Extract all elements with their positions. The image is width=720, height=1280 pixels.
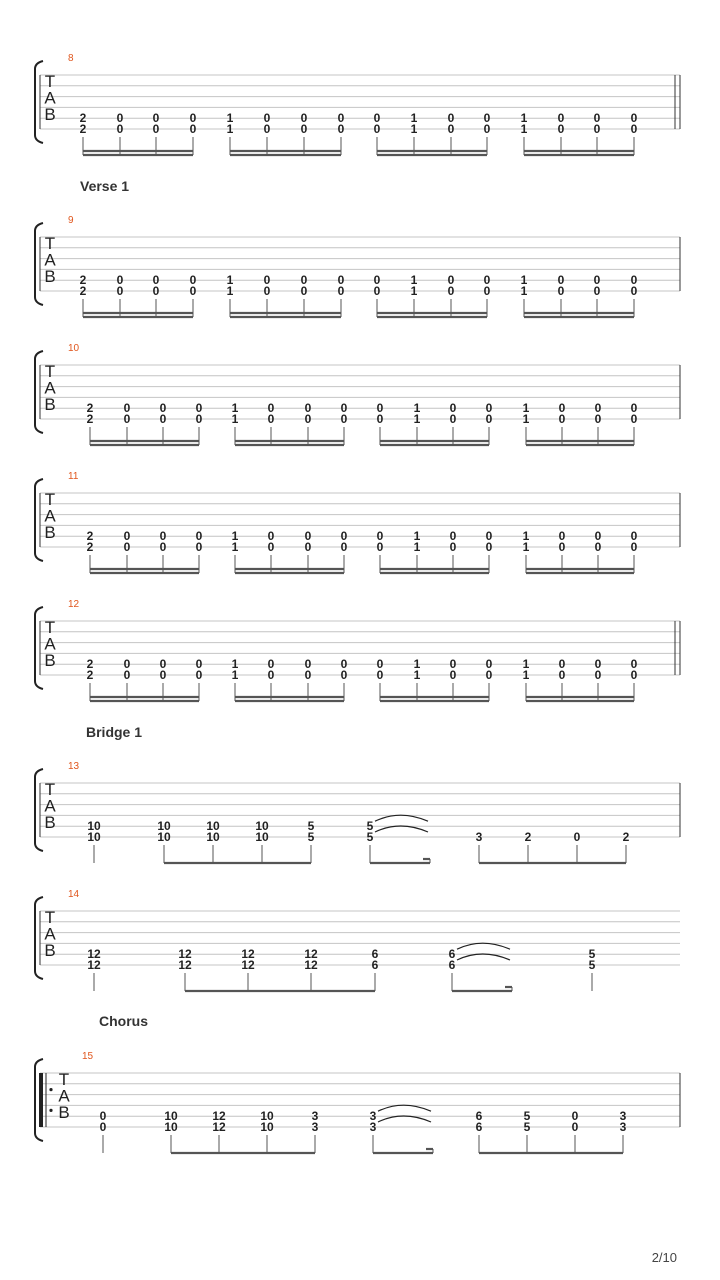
tie-arc	[457, 943, 510, 949]
fret-number: 0	[304, 668, 312, 682]
fret-number: 2	[86, 657, 94, 672]
repeat-thick-bar	[39, 1073, 43, 1127]
fret-number: 0	[593, 111, 601, 126]
system-bracket	[35, 223, 43, 305]
fret-number: 5	[307, 819, 315, 834]
section-label: Chorus	[99, 1013, 148, 1029]
fret-number: 0	[594, 412, 602, 426]
fret-number: 1	[522, 668, 530, 682]
tab-clef-letter: T	[58, 1070, 70, 1089]
fret-number: 2	[86, 540, 94, 554]
fret-number: 0	[340, 401, 348, 416]
fret-number: 0	[340, 540, 348, 554]
fret-number: 0	[152, 273, 160, 288]
fret-number: 0	[485, 412, 493, 426]
tab-clef-letter: B	[44, 651, 56, 670]
fret-number: 2	[79, 273, 87, 288]
tab-clef-letter: B	[58, 1103, 70, 1122]
fret-number: 10	[260, 1109, 274, 1124]
fret-number: 1	[413, 401, 421, 416]
measure-number: 15	[82, 1051, 94, 1062]
fret-number: 0	[630, 111, 638, 126]
page-number: 2/10	[651, 1250, 677, 1265]
fret-number: 0	[195, 657, 203, 672]
fret-number: 2	[86, 529, 94, 544]
fret-number: 1	[522, 401, 530, 416]
fret-number: 10	[87, 830, 101, 844]
fret-number: 1	[231, 668, 239, 682]
fret-number: 1	[413, 529, 421, 544]
fret-number: 0	[447, 284, 455, 298]
fret-number: 1	[410, 122, 418, 136]
fret-number: 0	[373, 284, 381, 298]
fret-number: 5	[523, 1109, 531, 1124]
fret-number: 0	[267, 401, 275, 416]
fret-number: 0	[373, 111, 381, 126]
fret-number: 2	[524, 830, 532, 844]
fret-number: 1	[226, 111, 234, 126]
tab-clef-letter: B	[44, 267, 56, 286]
section-label: Verse 1	[80, 178, 130, 194]
fret-number: 1	[520, 111, 528, 126]
fret-number: 0	[340, 412, 348, 426]
system-bracket	[35, 607, 43, 689]
fret-number: 3	[311, 1109, 319, 1124]
fret-number: 5	[366, 819, 374, 834]
fret-number: 1	[231, 412, 239, 426]
fret-number: 0	[116, 273, 124, 288]
fret-number: 1	[231, 529, 239, 544]
fret-number: 12	[87, 947, 101, 962]
fret-number: 0	[557, 284, 565, 298]
fret-number: 6	[475, 1109, 483, 1124]
fret-number: 0	[485, 668, 493, 682]
tab-clef-letter: A	[44, 250, 56, 270]
tab-clef-letter: B	[44, 523, 56, 542]
fret-number: 1	[522, 412, 530, 426]
fret-number: 2	[622, 830, 630, 844]
fret-number: 0	[373, 122, 381, 136]
fret-number: 1	[522, 540, 530, 554]
fret-number: 0	[159, 540, 167, 554]
staff-15	[35, 1013, 680, 1153]
measure-number: 13	[68, 761, 80, 772]
fret-number: 0	[340, 668, 348, 682]
fret-number: 1	[413, 412, 421, 426]
repeat-dot	[49, 1088, 52, 1091]
fret-number: 0	[99, 1109, 107, 1124]
fret-number: 10	[157, 819, 171, 834]
staff-9	[35, 178, 680, 317]
fret-number: 0	[483, 111, 491, 126]
fret-number: 6	[448, 947, 456, 962]
fret-number: 0	[263, 111, 271, 126]
fret-number: 0	[340, 529, 348, 544]
staff-12	[35, 599, 680, 701]
staff-8	[35, 53, 680, 155]
fret-number: 1	[231, 540, 239, 554]
fret-number: 1	[520, 284, 528, 298]
fret-number: 10	[157, 830, 171, 844]
fret-number: 0	[483, 284, 491, 298]
fret-number: 0	[483, 122, 491, 136]
fret-number: 3	[619, 1120, 627, 1134]
fret-number: 1	[413, 657, 421, 672]
repeat-dot	[49, 1109, 52, 1112]
fret-number: 10	[206, 830, 220, 844]
fret-number: 2	[86, 412, 94, 426]
fret-number: 0	[195, 412, 203, 426]
fret-number: 10	[164, 1109, 178, 1124]
fret-number: 0	[195, 540, 203, 554]
fret-number: 0	[593, 122, 601, 136]
fret-number: 0	[152, 284, 160, 298]
measure-number: 11	[68, 471, 79, 482]
fret-number: 0	[485, 657, 493, 672]
tab-clef-letter: A	[44, 378, 56, 398]
fret-number: 1	[410, 273, 418, 288]
fret-number: 6	[448, 958, 456, 972]
fret-number: 0	[123, 401, 131, 416]
fret-number: 0	[557, 273, 565, 288]
fret-number: 0	[340, 657, 348, 672]
fret-number: 0	[557, 122, 565, 136]
fret-number: 2	[79, 284, 87, 298]
tab-clef-letter: A	[44, 634, 56, 654]
tab-clef-letter: T	[44, 780, 56, 799]
measure-number: 9	[68, 215, 74, 226]
system-bracket	[35, 897, 43, 979]
fret-number: 0	[304, 401, 312, 416]
fret-number: 0	[123, 412, 131, 426]
fret-number: 0	[337, 284, 345, 298]
fret-number: 5	[307, 830, 315, 844]
fret-number: 0	[123, 529, 131, 544]
fret-number: 0	[263, 122, 271, 136]
tie-arc	[378, 1116, 431, 1122]
measure-number: 12	[68, 599, 80, 610]
fret-number: 0	[195, 529, 203, 544]
fret-number: 0	[630, 412, 638, 426]
fret-number: 0	[593, 284, 601, 298]
fret-number: 0	[483, 273, 491, 288]
fret-number: 12	[304, 958, 318, 972]
fret-number: 0	[447, 111, 455, 126]
fret-number: 0	[123, 668, 131, 682]
fret-number: 5	[523, 1120, 531, 1134]
measure-number: 10	[68, 343, 80, 354]
fret-number: 0	[594, 540, 602, 554]
fret-number: 2	[79, 122, 87, 136]
fret-number: 10	[87, 819, 101, 834]
fret-number: 1	[413, 540, 421, 554]
fret-number: 0	[337, 111, 345, 126]
fret-number: 1	[226, 273, 234, 288]
fret-number: 0	[376, 412, 384, 426]
staff-14	[35, 889, 680, 991]
fret-number: 0	[447, 122, 455, 136]
fret-number: 0	[630, 122, 638, 136]
fret-number: 2	[86, 668, 94, 682]
fret-number: 5	[588, 947, 596, 962]
tab-clef-letter: T	[44, 72, 56, 91]
fret-number: 0	[449, 540, 457, 554]
fret-number: 0	[571, 1120, 579, 1134]
fret-number: 0	[558, 668, 566, 682]
fret-number: 0	[300, 111, 308, 126]
fret-number: 0	[116, 122, 124, 136]
fret-number: 0	[558, 401, 566, 416]
fret-number: 0	[123, 540, 131, 554]
tie-arc	[378, 1105, 431, 1111]
tab-clef-letter: A	[44, 924, 56, 944]
section-label: Bridge 1	[86, 724, 143, 740]
fret-number: 0	[558, 412, 566, 426]
fret-number: 3	[619, 1109, 627, 1124]
fret-number: 1	[522, 657, 530, 672]
staves-container	[35, 53, 680, 1153]
fret-number: 0	[449, 668, 457, 682]
fret-number: 12	[178, 958, 192, 972]
tab-clef-letter: T	[44, 908, 56, 927]
fret-number: 10	[260, 1120, 274, 1134]
tab-clef-letter: B	[44, 105, 56, 124]
fret-number: 0	[630, 401, 638, 416]
fret-number: 0	[557, 111, 565, 126]
fret-number: 0	[630, 540, 638, 554]
fret-number: 0	[449, 529, 457, 544]
tab-clef-letter: T	[44, 618, 56, 637]
fret-number: 0	[195, 401, 203, 416]
fret-number: 0	[189, 122, 197, 136]
system-bracket	[35, 61, 43, 143]
fret-number: 0	[376, 540, 384, 554]
fret-number: 0	[267, 540, 275, 554]
fret-number: 0	[376, 657, 384, 672]
fret-number: 0	[558, 540, 566, 554]
staff-10	[35, 343, 680, 445]
fret-number: 12	[241, 958, 255, 972]
fret-number: 0	[300, 284, 308, 298]
tab-clef-letter: B	[44, 941, 56, 960]
fret-number: 12	[87, 958, 101, 972]
fret-number: 0	[116, 284, 124, 298]
fret-number: 0	[558, 529, 566, 544]
fret-number: 0	[449, 401, 457, 416]
tie-arc	[375, 815, 428, 821]
fret-number: 12	[304, 947, 318, 962]
fret-number: 0	[630, 529, 638, 544]
fret-number: 0	[558, 657, 566, 672]
fret-number: 0	[267, 668, 275, 682]
fret-number: 0	[189, 284, 197, 298]
tab-clef-letter: A	[44, 796, 56, 816]
fret-number: 0	[485, 529, 493, 544]
fret-number: 0	[449, 657, 457, 672]
fret-number: 0	[594, 657, 602, 672]
fret-number: 0	[267, 412, 275, 426]
fret-number: 0	[376, 401, 384, 416]
fret-number: 5	[366, 830, 374, 844]
fret-number: 0	[263, 273, 271, 288]
fret-number: 1	[410, 111, 418, 126]
fret-number: 10	[255, 830, 269, 844]
system-bracket	[35, 769, 43, 851]
fret-number: 0	[116, 111, 124, 126]
tab-clef-letter: B	[44, 813, 56, 832]
fret-number: 12	[212, 1120, 226, 1134]
system-bracket	[35, 351, 43, 433]
fret-number: 0	[337, 273, 345, 288]
tab-clef-letter: B	[44, 395, 56, 414]
fret-number: 1	[231, 657, 239, 672]
measure-number: 14	[68, 889, 80, 900]
fret-number: 3	[311, 1120, 319, 1134]
tie-arc	[375, 826, 428, 832]
fret-number: 12	[178, 947, 192, 962]
fret-number: 0	[485, 540, 493, 554]
fret-number: 0	[593, 273, 601, 288]
fret-number: 0	[152, 122, 160, 136]
fret-number: 0	[337, 122, 345, 136]
fret-number: 0	[304, 412, 312, 426]
fret-number: 0	[304, 657, 312, 672]
fret-number: 0	[594, 401, 602, 416]
fret-number: 0	[189, 273, 197, 288]
fret-number: 1	[231, 401, 239, 416]
fret-number: 0	[573, 830, 581, 844]
measure-number: 8	[68, 53, 74, 64]
fret-number: 12	[212, 1109, 226, 1124]
fret-number: 0	[449, 412, 457, 426]
fret-number: 0	[99, 1120, 107, 1134]
fret-number: 10	[206, 819, 220, 834]
tab-clef-letter: T	[44, 490, 56, 509]
fret-number: 0	[267, 657, 275, 672]
fret-number: 1	[520, 273, 528, 288]
fret-number: 0	[630, 657, 638, 672]
fret-number: 1	[413, 668, 421, 682]
tab-clef-letter: T	[44, 362, 56, 381]
fret-number: 0	[304, 540, 312, 554]
tab-clef-letter: A	[58, 1086, 70, 1106]
fret-number: 2	[86, 401, 94, 416]
fret-number: 0	[159, 412, 167, 426]
fret-number: 1	[520, 122, 528, 136]
fret-number: 10	[255, 819, 269, 834]
fret-number: 0	[300, 273, 308, 288]
fret-number: 0	[159, 657, 167, 672]
fret-number: 3	[369, 1120, 377, 1134]
fret-number: 1	[410, 284, 418, 298]
fret-number: 0	[594, 668, 602, 682]
fret-number: 0	[376, 529, 384, 544]
staff-11	[35, 471, 680, 573]
fret-number: 1	[226, 122, 234, 136]
fret-number: 0	[571, 1109, 579, 1124]
fret-number: 12	[241, 947, 255, 962]
fret-number: 0	[630, 273, 638, 288]
fret-number: 1	[522, 529, 530, 544]
staff-13	[35, 724, 680, 863]
fret-number: 0	[152, 111, 160, 126]
fret-number: 0	[376, 668, 384, 682]
fret-number: 0	[195, 668, 203, 682]
fret-number: 10	[164, 1120, 178, 1134]
fret-number: 0	[159, 529, 167, 544]
fret-number: 0	[159, 401, 167, 416]
fret-number: 0	[630, 668, 638, 682]
fret-number: 0	[263, 284, 271, 298]
fret-number: 0	[630, 284, 638, 298]
fret-number: 3	[475, 830, 483, 844]
fret-number: 0	[300, 122, 308, 136]
fret-number: 2	[79, 111, 87, 126]
fret-number: 0	[159, 668, 167, 682]
fret-number: 6	[475, 1120, 483, 1134]
fret-number: 6	[371, 947, 379, 962]
fret-number: 6	[371, 958, 379, 972]
fret-number: 5	[588, 958, 596, 972]
fret-number: 3	[369, 1109, 377, 1124]
tab-clef-letter: T	[44, 234, 56, 253]
tie-arc	[457, 954, 510, 960]
system-bracket	[35, 479, 43, 561]
fret-number: 0	[594, 529, 602, 544]
fret-number: 0	[304, 529, 312, 544]
fret-number: 1	[226, 284, 234, 298]
fret-number: 0	[485, 401, 493, 416]
tab-clef-letter: A	[44, 506, 56, 526]
fret-number: 0	[373, 273, 381, 288]
tab-clef-letter: A	[44, 88, 56, 108]
fret-number: 0	[189, 111, 197, 126]
fret-number: 0	[267, 529, 275, 544]
fret-number: 0	[123, 657, 131, 672]
fret-number: 0	[447, 273, 455, 288]
